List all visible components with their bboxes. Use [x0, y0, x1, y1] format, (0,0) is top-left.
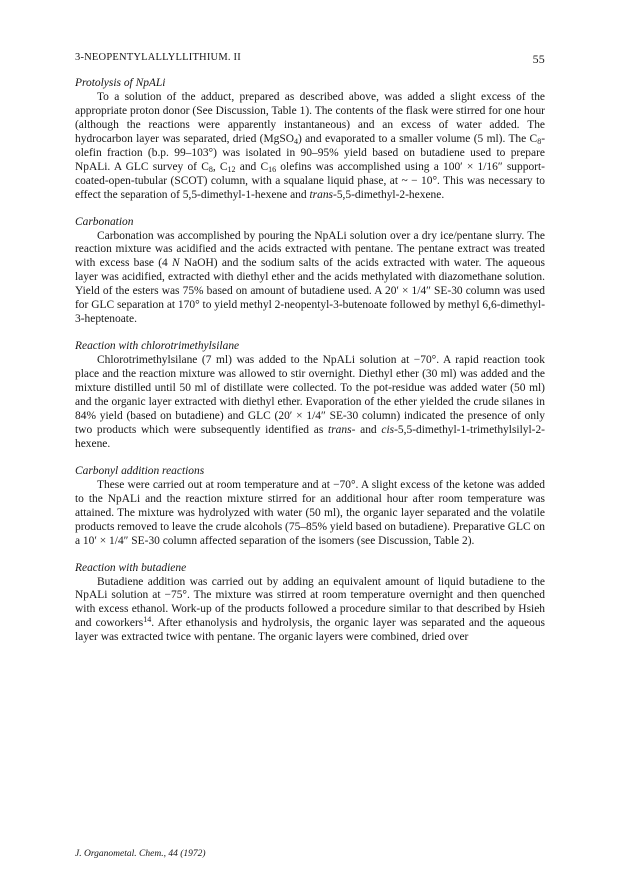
- page-number: 55: [532, 52, 545, 66]
- section-carbonyl-addition: [75, 465, 545, 549]
- section-heading: Protolysis of NpALi: [75, 77, 166, 89]
- section-protolysis: [75, 77, 545, 203]
- section-chlorotrimethylsilane: [75, 340, 545, 452]
- section-paragraph: These were carried out at room temperature and at −70°. A slight excess of the ketone was added to the NpALi and the reaction mixture stirred for an additional hour after room temperature was attained. The mixture was hydrolyzed with water (50 ml), the organic layer separated and the volatile products removed to leave the crude alcohols (75–85% yield based on butadiene). Preparative GLC on a 10′ × 1/4″ SE-30 column affected separation of the isomers (see Discussion, Table 2).: [75, 478, 545, 547]
- section-butadiene: [75, 562, 545, 646]
- section-paragraph: To a solution of the adduct, prepared as described above, was added a slight excess of the appropriate proton donor (See Discussion, Table 1). The contents of the flask were stirred for one hour (although the reactions were apparently instantaneous) and an excess of water added. The hydrocarbon layer was separated, dried (MgSO$_4$) and evaporated to a smaller volume (5 ml). The $C_8$-olefin fraction (b.p. 99–103°) was isolated in 90–95% yield based on butadiene used to prepare NpALi. A GLC survey of $C_8$, $C_{12}$ and $C_{16}$ olefins was accomplished using a 100′ × 1/16″ support-coated-open-tubular (SCOT) column, with a squalane liquid phase, at ~ − 10°. This was necessary to effect the separation of 5,5-dimethyl-1-hexene and trans-5,5-dimethyl-2-hexene.: [75, 90, 545, 201]
- section-carbonation: [75, 216, 545, 328]
- section-heading: Reaction with chlorotrimethylsilane: [75, 340, 240, 353]
- page-header: [75, 52, 545, 68]
- section-paragraph: Carbonation was accomplished by pouring the NpALi solution over a dry ice/pentane slurry. The reaction mixture was acidified and the acids extracted with pentane. The pentane extract was treated with excess base (4 N NaOH) and the sodium salts of the acids extracted with water. The aqueous layer was acidified, extracted with diethyl ether and the acids methylated with diazomethane solution. Yield of the esters was 75% based on amount of butadiene used. A 20′ × 1/4″ SE-30 column was used for GLC separation at 170° to yield methyl 2-neopentyl-3-butenoate followed by methyl 6,6-dimethyl-3-heptenoate.: [75, 229, 545, 326]
- running-head: 3-NEOPENTYLALLYLLITHIUM. II: [75, 52, 241, 63]
- article-body: [75, 77, 545, 645]
- section-heading: Reaction with butadiene: [75, 561, 187, 574]
- section-paragraph: Chlorotrimethylsilane (7 ml) was added to the NpALi solution at −70°. A rapid reaction took place and the reaction mixture was allowed to stir overnight. Diethyl ether (30 ml) was added and the mixture distilled until 50 ml of distillate were collected. To the pot-residue was added water (50 ml) and the organic layer extracted with diethyl ether. Evaporation of the ether yielded the crude silanes in 84% yield (based on butadiene) and GLC (20′ × 1/4″ SE-30 column) indicated the presence of only two products which were subsequently identified as trans- and cis-5,5-dimethyl-1-trimethylsilyl-2-hexene.: [75, 354, 545, 450]
- journal-citation: J. Organometal. Chem., 44 (1972): [75, 849, 206, 859]
- section-heading: Carbonation: [75, 215, 134, 228]
- section-heading: Carbonyl addition reactions: [75, 464, 205, 477]
- section-paragraph: Butadiene addition was carried out by adding an equivalent amount of liquid butadiene to the NpALi solution at −75°. The mixture was stirred at room temperature overnight and then quenched with excess ethanol. Work-up of the products followed a procedure similar to that described by Hsieh and coworkers$^{14}$. After ethanolysis and hydrolysis, the organic layer was separated and the aqueous layer was extracted twice with pentane. The organic layers were combined, dried over: [75, 575, 545, 644]
